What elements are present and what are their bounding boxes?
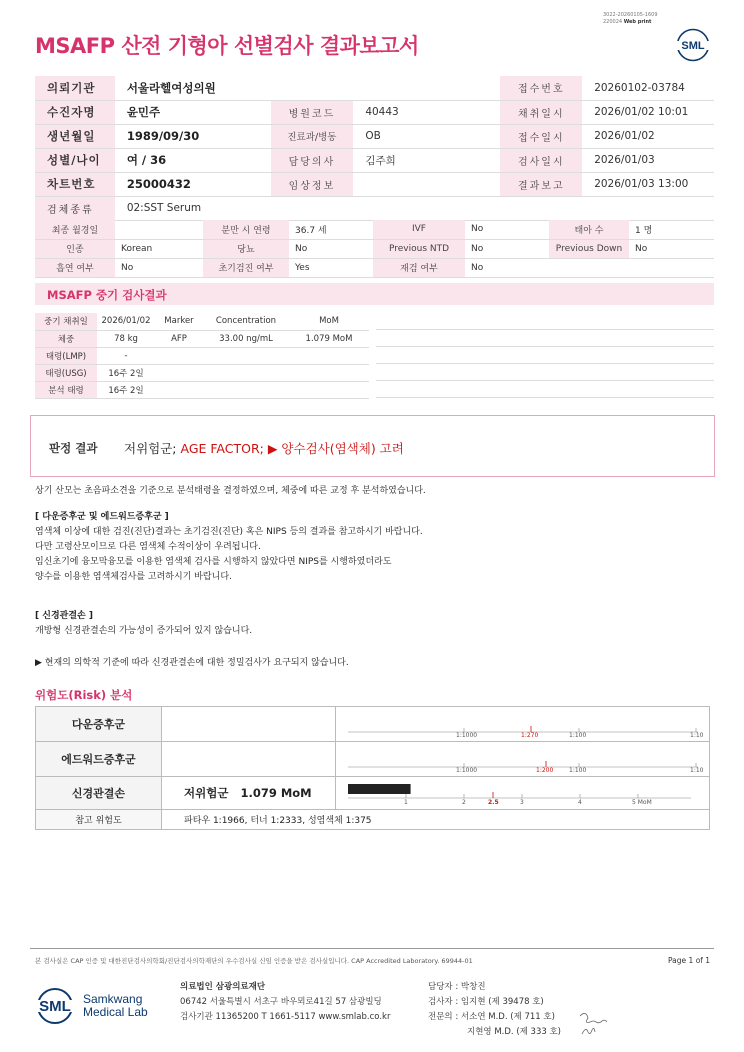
- verdict-result: [124, 439, 404, 457]
- label-clinical: 임상정보: [271, 172, 354, 196]
- verdict-recommendation: AGE FACTOR; ▶ 양수검사(염색체) 고려: [180, 441, 404, 456]
- ntd-tick-3: 3: [520, 799, 524, 806]
- value-name: 윤민주: [115, 100, 271, 124]
- ntd-tick-1: 1: [404, 799, 408, 806]
- note-down-block: [35, 510, 423, 585]
- staff-2: 임지현 (제 39478 호): [460, 997, 544, 1007]
- footer-cert: 본 검사실은 CAP 인증 및 대한진단검사의학회/진단검사의학재단의 우수검사실 신임 인증을 받은 검사실입니다. CAP Accredited Laboratory. 69944-01: [35, 957, 473, 965]
- label-specimen: 검체종류: [35, 196, 115, 220]
- value-test-dt: 2026/01/03: [582, 148, 714, 172]
- print-id: 3022-20260105-1609: [603, 12, 658, 18]
- risk-label-down: 다운증후군: [36, 707, 162, 742]
- value-sex-age: 여 / 36: [115, 148, 271, 172]
- value-mid-date: 2026/01/02: [97, 313, 155, 330]
- label-ga-lmp: 태령(LMP): [35, 347, 97, 364]
- value-doctor: 김주희: [353, 148, 410, 172]
- value-race: Korean: [115, 239, 203, 258]
- logo-sml-text: SML: [39, 998, 71, 1015]
- value-report-dt: 2026/01/03 13:00: [582, 172, 714, 196]
- value-weight: 78 kg: [97, 330, 155, 347]
- label-test-dt: 검사일시: [500, 148, 582, 172]
- label-receipt-no: 접수번호: [500, 76, 582, 100]
- label-lmp: 최종 월경일: [35, 220, 115, 239]
- note-analysis: 상기 산모는 초음파소견을 기준으로 분석태령을 결정하였으며, 체중에 따른 교정 후 분석하였습니다.: [35, 486, 426, 496]
- staff-label-1: 담당자 :: [428, 982, 459, 992]
- ntd-tick-2-5: 2.5: [488, 799, 499, 806]
- label-report-dt: 결과보고: [500, 172, 582, 196]
- value-ivf: No: [465, 220, 549, 239]
- sml-logo-icon: [676, 28, 710, 62]
- logo-name-1: Samkwang: [83, 992, 143, 1006]
- report-title: MSAFP 산전 기형아 선별검사 결과보고서: [35, 34, 419, 58]
- label-race: 인종: [35, 239, 115, 258]
- value-ga-lmp: -: [97, 347, 155, 364]
- value-clinical: [353, 172, 410, 196]
- risk-scale-ntd: [336, 777, 710, 810]
- header-marker: Marker: [155, 313, 203, 330]
- mid-result-table: [35, 313, 369, 399]
- org-address: 06742 서울특별시 서초구 바우뫼로41길 57 삼광빌딩: [180, 997, 382, 1007]
- value-lmp: [115, 220, 203, 239]
- label-collect-dt: 채취일시: [500, 100, 582, 124]
- label-receipt-dt: 접수일시: [500, 124, 582, 148]
- staff-label-3: 전문의 :: [428, 1012, 459, 1022]
- ntd-tick-2: 2: [462, 799, 466, 806]
- label-doctor: 담당의사: [271, 148, 354, 172]
- value-dept: OB: [353, 124, 410, 148]
- label-code: 병원코드: [271, 100, 354, 124]
- label-fetus: 태아 수: [549, 220, 629, 239]
- header-concentration: Concentration: [203, 313, 289, 330]
- samkwang-logo-icon: [37, 985, 167, 1027]
- note-ntd-title: [ 신경관결손 ]: [35, 611, 93, 621]
- edwards-tick-1000: 1:1000: [456, 767, 478, 774]
- org-contact: 검사기관 11365200 T 1661-5117 www.smlab.co.kr: [180, 1012, 391, 1022]
- risk-table: [35, 706, 710, 830]
- label-dob: 생년월일: [35, 124, 115, 148]
- value-delivery-age: 36.7 세: [289, 220, 373, 239]
- note-down-2: 다만 고령산모이므로 다른 염색체 수적이상이 우려됩니다.: [35, 542, 261, 552]
- down-tick-10: 1:10: [690, 732, 704, 739]
- signature-icon: [576, 1008, 616, 1040]
- risk-scale-down: [336, 707, 710, 742]
- verdict-label: 판정 결과: [49, 441, 98, 455]
- value-fetus: 1 명: [629, 220, 714, 239]
- staff-label-2: 검사자 :: [428, 997, 459, 1007]
- footer-staff: [428, 980, 561, 1040]
- note-ntd-block: [35, 609, 252, 639]
- mid-result-empty-grid: [376, 313, 714, 398]
- risk-label-edwards: 에드워드증후군: [36, 742, 162, 777]
- label-ga-analysis: 분석 태령: [35, 381, 97, 398]
- value-mom: 1.079 MoM: [289, 330, 369, 347]
- verdict-box: [30, 415, 715, 477]
- label-weight: 체중: [35, 330, 97, 347]
- value-smoke: No: [115, 258, 203, 277]
- down-tick-100: 1:100: [569, 732, 587, 739]
- risk-label-ntd: 신경관결손: [36, 777, 162, 810]
- value-receipt-dt: 2026/01/02: [582, 124, 714, 148]
- value-chart: 25000432: [115, 172, 271, 196]
- label-mid-date: 중기 채취일: [35, 313, 97, 330]
- label-dm: 당뇨: [203, 239, 289, 258]
- print-info: [603, 12, 693, 26]
- staff-4: 지현영 M.D. (제 333 호): [467, 1027, 562, 1037]
- footer-divider: [30, 948, 714, 949]
- clinical-info-table: [35, 220, 714, 278]
- note-down-4: 양수를 이용한 염색체검사를 고려하시기 바랍니다.: [35, 572, 232, 582]
- print-mode: Web print: [623, 19, 652, 25]
- section-title-mid: MSAFP 중기 검사결과: [35, 283, 714, 305]
- risk-ntd-result: [162, 777, 336, 810]
- label-hospital: 의뢰기관: [35, 76, 115, 100]
- value-ga-analysis: 16주 2일: [97, 381, 155, 398]
- label-retest: 재검 여부: [373, 258, 465, 277]
- value-collect-dt: 2026/01/02 10:01: [582, 100, 714, 124]
- note-ntd-1: 개방형 신경관결손의 가능성이 증가되어 있지 않습니다.: [35, 626, 253, 636]
- value-prev-down: No: [629, 239, 714, 258]
- value-first-screen: Yes: [289, 258, 373, 277]
- value-hospital: 서울라헬여성의원: [115, 76, 411, 100]
- note-ntd-2: ▶ 현재의 의학적 기준에 따라 신경관결손에 대한 정밀검사가 요구되지 않습니다.: [35, 658, 349, 668]
- label-prev-down: Previous Down: [549, 239, 629, 258]
- ntd-mom: 1.079 MoM: [240, 786, 312, 800]
- down-tick-270: 1:270: [521, 732, 539, 739]
- edwards-tick-100: 1:100: [569, 767, 587, 774]
- staff-3: 서소연 M.D. (제 711 호): [460, 1012, 555, 1022]
- ntd-tick-5: 5 MoM: [632, 799, 652, 806]
- note-down-title: [ 다운증후군 및 에드워드증후군 ]: [35, 512, 169, 522]
- label-ivf: IVF: [373, 220, 465, 239]
- svg-text:SML: SML: [681, 40, 705, 52]
- value-concentration: 33.00 ng/mL: [203, 330, 289, 347]
- value-prev-ntd: No: [465, 239, 549, 258]
- logo-name-2: Medical Lab: [83, 1005, 148, 1019]
- value-receipt-no: 20260102-03784: [582, 76, 714, 100]
- ntd-risk-group: 저위험군: [184, 786, 229, 800]
- label-prev-ntd: Previous NTD: [373, 239, 465, 258]
- ntd-mom-bar: [348, 784, 411, 794]
- label-first-screen: 초기검진 여부: [203, 258, 289, 277]
- label-delivery-age: 분만 시 연령: [203, 220, 289, 239]
- edwards-tick-10: 1:10: [690, 767, 704, 774]
- page-number: Page 1 of 1: [668, 956, 711, 965]
- label-ga-usg: 태령(USG): [35, 364, 97, 381]
- footer-logo: [37, 985, 167, 1031]
- value-dob: 1989/09/30: [115, 124, 271, 148]
- edwards-scale-svg: [336, 742, 710, 775]
- risk-title: 위험도(Risk) 분석: [35, 688, 133, 702]
- edwards-tick-200: 1:200: [536, 767, 554, 774]
- label-chart: 차트번호: [35, 172, 115, 196]
- value-ga-usg: 16주 2일: [97, 364, 155, 381]
- risk-ref-text: 파타우 1:1966, 터너 1:2333, 성염색체 1:375: [162, 810, 710, 830]
- label-smoke: 흡연 여부: [35, 258, 115, 277]
- footer-org: [180, 980, 390, 1025]
- value-specimen: 02:SST Serum: [115, 196, 714, 220]
- value-code: 40443: [353, 100, 410, 124]
- staff-1: 박창진: [460, 982, 486, 992]
- value-dm: No: [289, 239, 373, 258]
- org-name: 의료법인 삼광의료재단: [180, 982, 266, 992]
- verdict-risk: 저위험군;: [124, 441, 181, 456]
- note-down-1: 염색체 이상에 대한 검진(진단)결과는 초기검진(진단) 혹은 NIPS 등의 결과를 참고하시기 바랍니다.: [35, 527, 423, 537]
- value-marker: AFP: [155, 330, 203, 347]
- patient-info-table: [35, 76, 714, 221]
- note-down-3: 임신초기에 융모막융모를 이용한 염색체 검사를 시행하지 않았다면 NIPS를 시행하였더라도: [35, 557, 392, 567]
- header-mom: MoM: [289, 313, 369, 330]
- value-retest: No: [465, 258, 549, 277]
- risk-label-ref: 참고 위험도: [36, 810, 162, 830]
- label-sex-age: 성별/나이: [35, 148, 115, 172]
- ntd-tick-4: 4: [578, 799, 582, 806]
- label-dept: 진료과/병동: [271, 124, 354, 148]
- down-tick-1000: 1:1000: [456, 732, 478, 739]
- risk-scale-edwards: [336, 742, 710, 777]
- label-name: 수진자명: [35, 100, 115, 124]
- print-code: 220024: [603, 19, 623, 25]
